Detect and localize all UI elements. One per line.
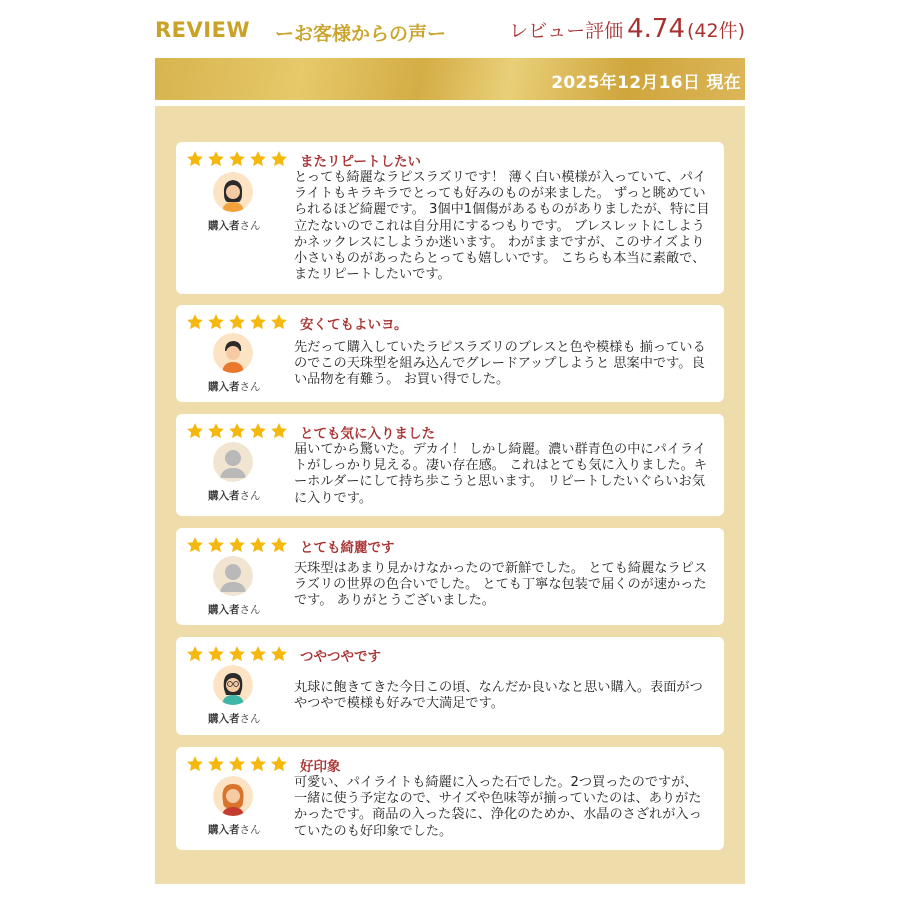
- review-body: 届いてから驚いた。デカイ！ しかし綺麗。濃い群青色の中にパイライトがしっかり見える。凄い存在感。 これはとても気に入りました。キーホルダーにして持ち歩こうと思います。 リピートしたいぐらいお気に入りです。: [294, 442, 708, 506]
- date-banner: [155, 58, 745, 100]
- default-user-avatar-icon: [213, 556, 253, 596]
- default-user-avatar-icon: [213, 442, 253, 482]
- review-title: とても綺麗です: [300, 540, 395, 556]
- review-card: [176, 305, 724, 402]
- star-icon: [207, 422, 225, 440]
- woman-avatar-icon: [213, 172, 253, 212]
- star-icon: [186, 645, 204, 663]
- star-icon: [186, 150, 204, 168]
- star-icon: [186, 755, 204, 773]
- woman-redhair-avatar-icon: [213, 776, 253, 816]
- star-icon: [228, 150, 246, 168]
- customer-voice-heading: ーお客様からの声ー: [275, 23, 447, 45]
- star-icon: [228, 755, 246, 773]
- review-title: とても気に入りました: [300, 426, 435, 442]
- review-card: [176, 637, 724, 735]
- review-card: [176, 528, 724, 625]
- review-body: とっても綺麗なラピスラズリです！ 薄く白い模様が入っていて、パイライトもキラキラでとっても好みのものが来ました。 ずっと眺めていられるほど綺麗です。 3個中1個傷があるものがありましたが、特に目立たないのでこれは自分用にするつもりです。 ブレスレットにしようかネックレスにしようか迷います。 わがままですが、このサイズより小さいものがあったらとっても嬉しいです。 こちらも本当に素敵で、またリピートしたいです。: [294, 170, 710, 283]
- buyer-label: 購入者さん: [208, 604, 261, 616]
- star-icon: [228, 422, 246, 440]
- rating-count: (42件): [686, 20, 745, 42]
- review-card: [176, 414, 724, 516]
- star-icon: [186, 313, 204, 331]
- star-icon: [207, 536, 225, 554]
- star-icon: [270, 645, 288, 663]
- star-rating: [186, 645, 288, 665]
- star-rating: [186, 755, 288, 775]
- star-rating: [186, 536, 288, 556]
- star-icon: [249, 422, 267, 440]
- review-title: またリピートしたい: [300, 154, 421, 170]
- star-rating: [186, 313, 288, 333]
- star-icon: [207, 313, 225, 331]
- review-card: [176, 142, 724, 294]
- buyer-label: 購入者さん: [208, 713, 261, 725]
- buyer-label: 購入者さん: [208, 824, 261, 836]
- star-icon: [228, 313, 246, 331]
- rating-label: レビュー評価: [509, 20, 624, 42]
- star-icon: [186, 422, 204, 440]
- star-icon: [186, 536, 204, 554]
- rating-score: 4.74: [627, 14, 685, 44]
- star-icon: [270, 755, 288, 773]
- man-avatar-icon: [213, 333, 253, 373]
- star-icon: [228, 645, 246, 663]
- star-icon: [249, 755, 267, 773]
- review-card: [176, 747, 724, 850]
- review-title: 安くてもよいヨ。: [300, 317, 408, 333]
- star-icon: [207, 150, 225, 168]
- review-heading: REVIEW: [155, 18, 251, 42]
- as-of-date: 2025年12月16日 現在: [551, 73, 741, 93]
- star-icon: [207, 645, 225, 663]
- star-icon: [270, 150, 288, 168]
- buyer-label: 購入者さん: [208, 220, 261, 232]
- buyer-label: 購入者さん: [208, 381, 261, 393]
- star-icon: [249, 645, 267, 663]
- woman-glasses-avatar-icon: [213, 665, 253, 705]
- star-icon: [270, 313, 288, 331]
- review-body: 先だって購入していたラピスラズリのブレスと色や模様も 揃っているのでこの天珠型を組み込んでグレードアップしようと 思案中です。良い品物を有難う。 お買い得でした。: [294, 340, 706, 388]
- buyer-label: 購入者さん: [208, 490, 261, 502]
- star-icon: [249, 536, 267, 554]
- review-title: 好印象: [300, 759, 341, 775]
- star-rating: [186, 150, 288, 170]
- star-icon: [207, 755, 225, 773]
- star-icon: [228, 536, 246, 554]
- review-body: 可愛い、パイライトも綺麗に入った石でした。2つ買ったのですが、一緒に使う予定なので、サイズや色味等が揃っていたのは、ありがたかったです。商品の入った袋に、浄化のためか、水晶のさざれが入っていたのも好印象でした。: [294, 775, 702, 839]
- rating-summary: [509, 14, 745, 44]
- star-icon: [249, 313, 267, 331]
- review-body: 丸球に飽きてきた今日この頃、なんだか良いなと思い購入。表面がつやつやで模様も好みで大満足です。: [294, 680, 703, 712]
- review-title: つやつやです: [300, 649, 381, 665]
- star-icon: [249, 150, 267, 168]
- review-body: 天珠型はあまり見かけなかったので新鮮でした。 とても綺麗なラピスラズリの世界の色合いでした。 とても丁寧な包装で届くのが速かったです。 ありがとうございました。: [294, 561, 708, 609]
- review-header: [155, 14, 745, 50]
- star-icon: [270, 536, 288, 554]
- star-icon: [270, 422, 288, 440]
- star-rating: [186, 422, 288, 442]
